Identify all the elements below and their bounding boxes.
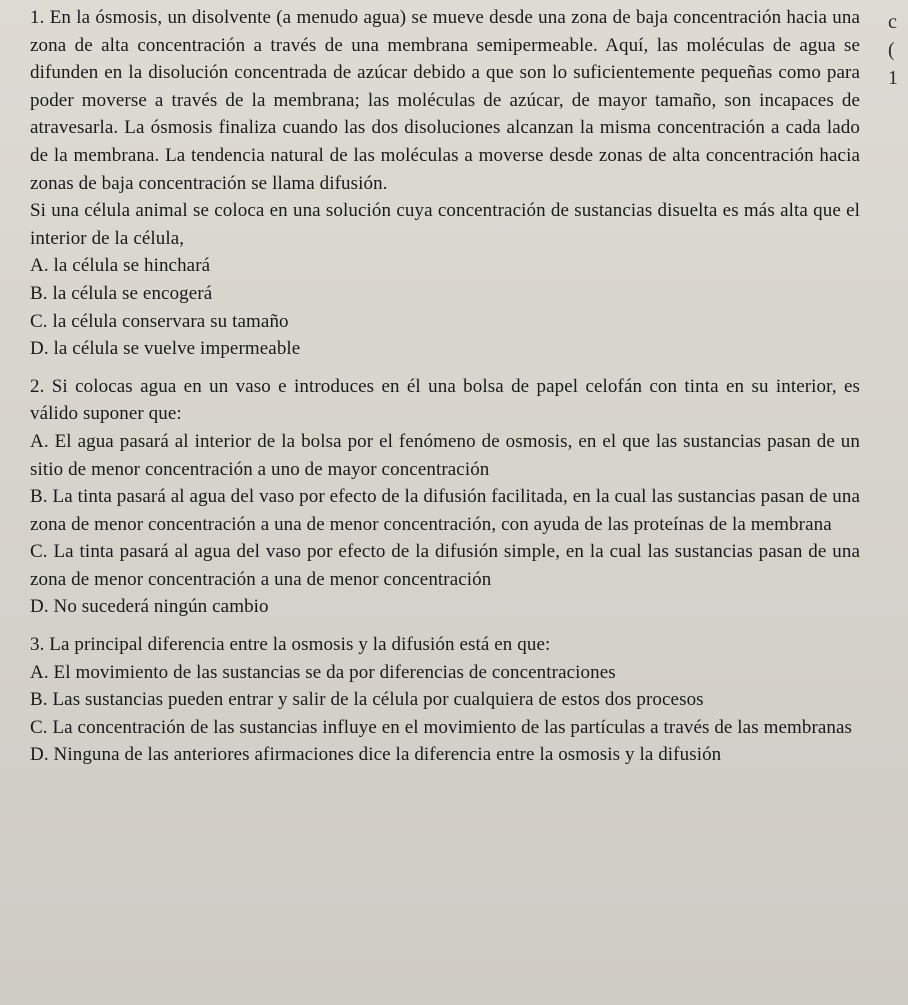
spacer — [30, 621, 860, 631]
question-3 — [30, 631, 860, 769]
question-1-option-b[interactable]: B. la célula se encogerá — [30, 282, 213, 304]
question-1 — [30, 197, 860, 363]
question-3-option-b[interactable]: B. Las sustancias pueden entrar y salir de la célula por cualquiera de estos dos procesos — [30, 689, 704, 711]
right-edge-marks — [888, 8, 902, 92]
question-3-option-a[interactable]: A. El movimiento de las sustancias se da por diferencias de concentraciones — [30, 661, 616, 683]
question-1-option-a[interactable]: A. la célula se hinchará — [30, 255, 211, 277]
question-3-stem: 3. La principal diferencia entre la osmosis y la difusión está en que: — [30, 634, 551, 656]
question-2 — [30, 373, 860, 621]
question-2-stem: 2. Si colocas agua en un vaso e introduces en él una bolsa de papel celofán con tinta en su interior, es válido suponer que: — [30, 375, 860, 425]
spacer — [30, 363, 860, 373]
question-2-option-d[interactable]: D. No sucederá ningún cambio — [30, 596, 269, 618]
intro-paragraph — [30, 4, 860, 197]
question-2-option-a[interactable]: A. El agua pasará al interior de la bolsa por el fenómeno de osmosis, en el que las sustancias pasan de un sitio de menor concentración a uno de mayor concentración — [30, 430, 860, 480]
edge-mark: 1 — [888, 67, 898, 89]
question-1-option-d[interactable]: D. la célula se vuelve impermeable — [30, 338, 301, 360]
question-3-option-c[interactable]: C. La concentración de las sustancias influye en el movimiento de las partículas a través de las membranas — [30, 716, 853, 738]
question-1-stem: Si una célula animal se coloca en una solución cuya concentración de sustancias disuelta es más alta que el interior de la célula, — [30, 200, 860, 249]
edge-mark: c — [888, 11, 897, 33]
edge-mark: ( — [888, 39, 895, 61]
intro-number: 1. — [30, 7, 45, 28]
intro-text: En la ósmosis, un disolvente (a menudo agua) se mueve desde una zona de baja concentración hacia una zona de alta concentración a través de una membrana semipermeable. Aquí, las moléculas de agua se difunden en la disolución concentrada de azúcar debido a que son lo suficientemente pequeñas como para poder moverse a través de la membrana; las moléculas de azúcar, de mayor tamaño, son incapaces de atravesarla. La ósmosis finaliza cuando las dos disoluciones alcanzan la misma concentración a cada lado de la membrana. La tendencia natural de las moléculas a moverse desde zonas de alta concentración hacia zonas de baja concentración se llama difusión. — [30, 7, 860, 194]
question-2-option-c[interactable]: C. La tinta pasará al agua del vaso por efecto de la difusión simple, en la cual las sustancias pasan de una zona de menor concentración a una de menor concentración — [30, 541, 860, 590]
worksheet-page — [30, 4, 860, 769]
question-2-option-b[interactable]: B. La tinta pasará al agua del vaso por efecto de la difusión facilitada, en la cual las sustancias pasan de una zona de menor concentración a una de menor concentración, con ayuda de las proteínas de la membrana — [30, 486, 860, 535]
question-1-option-c[interactable]: C. la célula conservara su tamaño — [30, 310, 289, 332]
question-3-option-d[interactable]: D. Ninguna de las anteriores afirmaciones dice la diferencia entre la osmosis y la difusión — [30, 744, 722, 766]
